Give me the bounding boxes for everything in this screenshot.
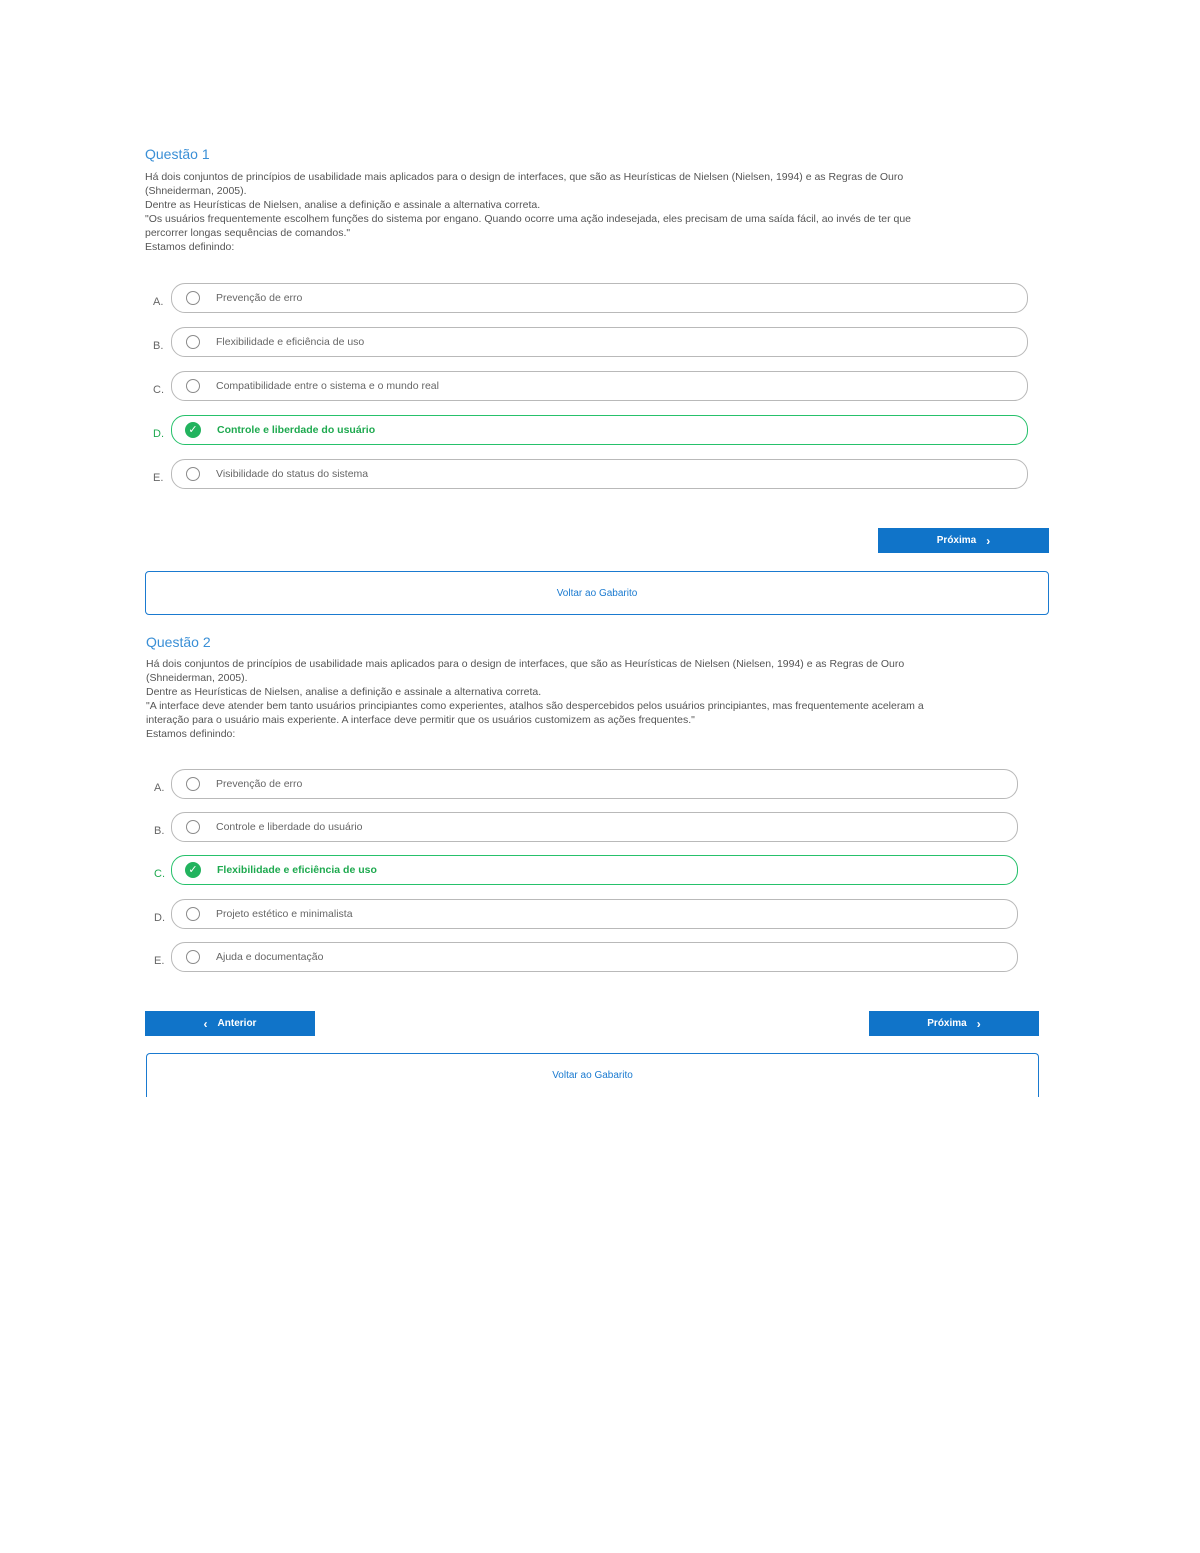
option-letter: A. (153, 296, 164, 308)
statement-line: percorrer longas sequências de comandos." (145, 227, 351, 239)
option-letter: B. (154, 825, 165, 837)
previous-label: Anterior (217, 1018, 257, 1029)
option-letter: E. (153, 472, 164, 484)
statement-line: (Shneiderman, 2005). (146, 672, 248, 684)
option-text: Ajuda e documentação (216, 951, 324, 963)
chevron-right-icon: › (976, 1016, 981, 1031)
option-text: Compatibilidade entre o sistema e o mundo real (216, 380, 439, 392)
option-text: Controle e liberdade do usuário (216, 821, 363, 833)
q2-option-d[interactable] (171, 899, 1018, 929)
check-circle-icon[interactable]: ✓ (185, 422, 201, 438)
back-label: Voltar ao Gabarito (552, 1070, 633, 1081)
q1-option-a[interactable] (171, 283, 1028, 313)
option-text: Prevenção de erro (216, 778, 303, 790)
check-circle-icon[interactable]: ✓ (185, 862, 201, 878)
chevron-right-icon: › (986, 533, 991, 548)
option-letter: A. (154, 782, 165, 794)
option-letter: C. (153, 384, 164, 396)
statement-line: Há dois conjuntos de princípios de usabilidade mais aplicados para o design de interfaces, que são as Heurísticas de Nielsen (Nielsen, 1994) e as Regras de Ouro (145, 171, 904, 183)
option-text: Projeto estético e minimalista (216, 908, 353, 920)
option-text: Flexibilidade e eficiência de uso (217, 864, 377, 876)
next-button[interactable] (869, 1011, 1039, 1036)
option-letter: D. (153, 428, 164, 440)
q1-option-c[interactable] (171, 371, 1028, 401)
option-text: Flexibilidade e eficiência de uso (216, 336, 365, 348)
option-letter: B. (153, 340, 164, 352)
next-button[interactable] (878, 528, 1049, 553)
option-letter: C. (154, 868, 165, 880)
back-to-answers-button[interactable] (146, 1053, 1039, 1097)
radio-unchecked-icon[interactable] (186, 777, 200, 791)
question-2-statement (146, 657, 1046, 741)
radio-unchecked-icon[interactable] (186, 907, 200, 921)
question-1-title: Questão 1 (145, 146, 210, 162)
statement-line: Dentre as Heurísticas de Nielsen, analise a definição e assinale a alternativa correta. (146, 686, 542, 698)
option-letter: D. (154, 912, 165, 924)
statement-line: "A interface deve atender bem tanto usuários principiantes como experientes, atalhos são despercebidos pelos usuários principiantes, mas frequentemente aceleram a (146, 700, 924, 712)
option-text: Visibilidade do status do sistema (216, 468, 369, 480)
statement-line: Estamos definindo: (145, 241, 235, 253)
chevron-left-icon: ‹ (203, 1016, 208, 1031)
next-label: Próxima (927, 1018, 967, 1029)
statement-line: Há dois conjuntos de princípios de usabilidade mais aplicados para o design de interfaces, que são as Heurísticas de Nielsen (Nielsen, 1994) e as Regras de Ouro (146, 658, 905, 670)
radio-unchecked-icon[interactable] (186, 335, 200, 349)
radio-unchecked-icon[interactable] (186, 467, 200, 481)
q1-option-d[interactable] (171, 415, 1028, 445)
next-label: Próxima (936, 535, 977, 546)
back-to-answers-button[interactable] (145, 571, 1049, 615)
question-1-statement (145, 170, 1025, 254)
option-letter: E. (154, 955, 165, 967)
q2-option-a[interactable] (171, 769, 1018, 799)
statement-line: interação para o usuário mais experiente. A interface deve permitir que os usuários customizem as ações frequentes." (146, 714, 695, 726)
statement-line: Estamos definindo: (146, 728, 236, 740)
statement-line: Dentre as Heurísticas de Nielsen, analise a definição e assinale a alternativa correta. (145, 199, 541, 211)
previous-button[interactable] (145, 1011, 315, 1036)
radio-unchecked-icon[interactable] (186, 820, 200, 834)
q2-option-e[interactable] (171, 942, 1018, 972)
radio-unchecked-icon[interactable] (186, 950, 200, 964)
radio-unchecked-icon[interactable] (186, 291, 200, 305)
q1-option-e[interactable] (171, 459, 1028, 489)
statement-line: (Shneiderman, 2005). (145, 185, 247, 197)
statement-line: "Os usuários frequentemente escolhem funções do sistema por engano. Quando ocorre uma ação indesejada, eles precisam de uma saída fácil, ao invés de ter que (145, 213, 912, 225)
question-2-title: Questão 2 (146, 634, 211, 650)
back-label: Voltar ao Gabarito (556, 587, 638, 599)
q2-option-c[interactable] (171, 855, 1018, 885)
option-text: Controle e liberdade do usuário (217, 424, 376, 436)
option-text: Prevenção de erro (216, 292, 303, 304)
q1-option-b[interactable] (171, 327, 1028, 357)
q2-option-b[interactable] (171, 812, 1018, 842)
radio-unchecked-icon[interactable] (186, 379, 200, 393)
